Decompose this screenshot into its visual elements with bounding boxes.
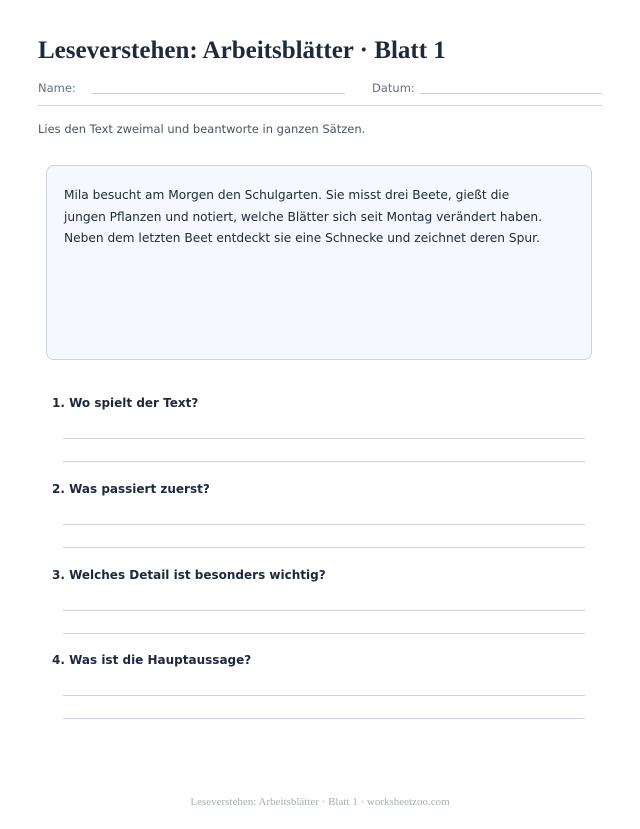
answer-line[interactable] [63,610,585,611]
name-field-line[interactable] [92,93,345,94]
question-block-3 [52,568,592,583]
page-footer: Leseverstehen: Arbeitsblätter · Blatt 1 · worksheetzoo.com [190,796,450,808]
name-label: Name: [38,81,76,95]
answer-line[interactable] [63,633,585,634]
answer-line[interactable] [63,547,585,548]
instructions-text: Lies den Text zweimal und beantworte in ganzen Sätzen. [38,122,366,136]
answer-line[interactable] [63,438,585,439]
question-text: 2. Was passiert zuerst? [52,482,210,496]
answer-line[interactable] [63,695,585,696]
question-text: 3. Welches Detail ist besonders wichtig? [52,568,326,582]
date-field-line[interactable] [420,93,602,94]
question-text: 4. Was ist die Hauptaussage? [52,653,252,667]
reading-passage-text: Mila besucht am Morgen den Schulgarten. Sie misst drei Beete, gießt die jungen Pflanzen und notiert, welche Blätter sich seit Montag verändert haben. Neben dem letzten Beet entdeckt sie eine Schnecke und zeichnet deren Spur. [64,188,542,245]
question-block-2 [52,482,592,497]
answer-line[interactable] [63,524,585,525]
date-label: Datum: [372,81,415,95]
page-title: Leseverstehen: Arbeitsblätter · Blatt 1 [38,37,446,64]
answer-line[interactable] [63,461,585,462]
question-block-1 [52,396,592,411]
question-text: 1. Wo spielt der Text? [52,396,199,410]
question-block-4 [52,653,592,668]
reading-passage-box [46,165,592,360]
answer-line[interactable] [63,718,585,719]
header-divider [38,105,602,106]
